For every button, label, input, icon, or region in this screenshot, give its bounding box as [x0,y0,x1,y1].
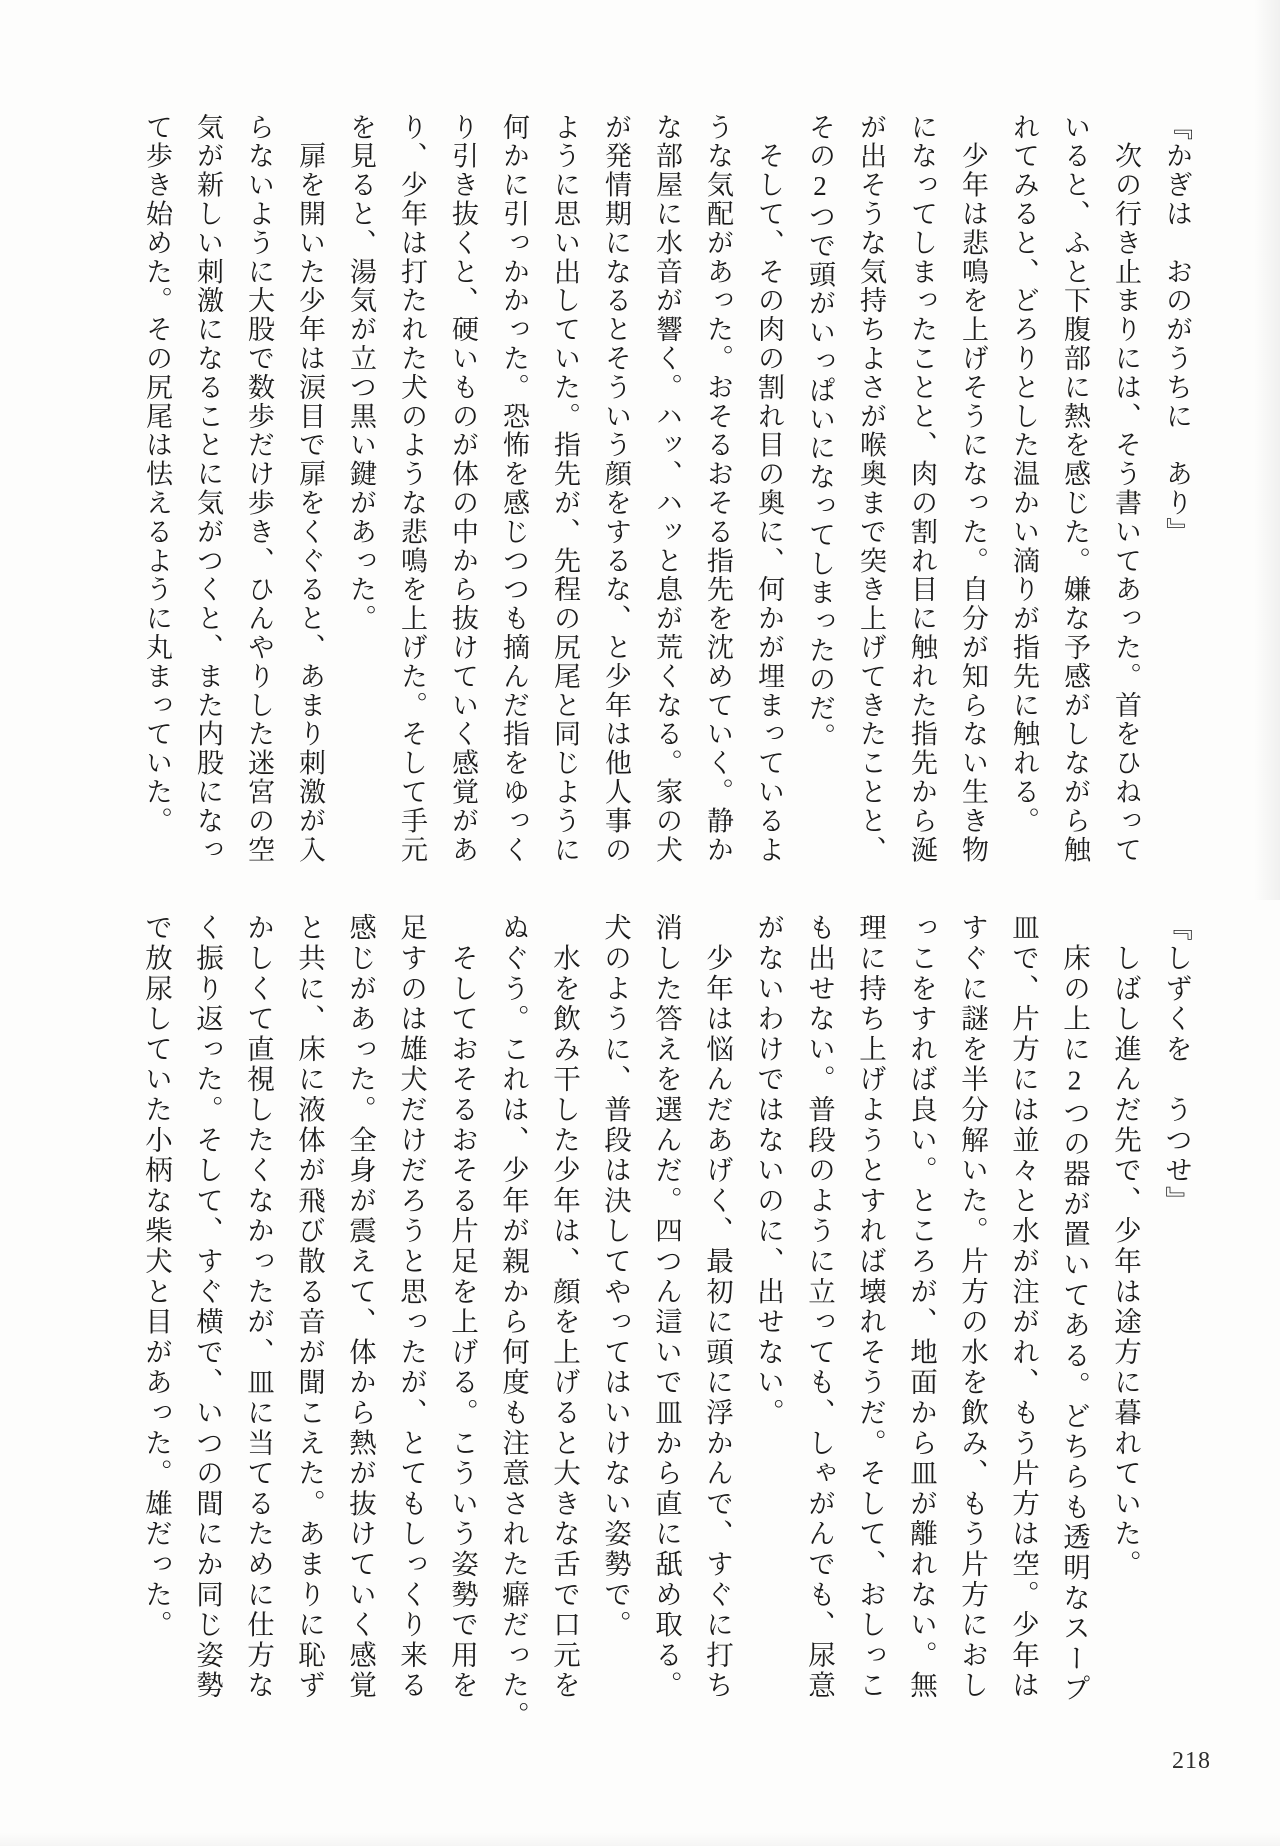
section-shizuku-title: 『しずくを うつせ』 [1161,913,1192,1216]
text-column: 犬のように、普段は決してやってはいけない姿勢で。 [600,913,631,1641]
text-column: ように思い出していた。指先が、先程の尻尾と同じように [550,113,580,865]
text-column: そしておそるおそる片足を上げる。こういう姿勢で用を [447,913,478,1701]
text-column: らないように大股で数歩だけ歩き、ひんやりした迷宮の空 [244,113,274,865]
text-column: 少年は悲鳴を上げそうになった。自分が知らない生き物 [958,113,988,865]
text-column: り引き抜くと、硬いものが体の中から抜けていく感覚があ [448,113,478,865]
text-column: そして、その肉の割れ目の奥に、何かが埋まっているよ [754,113,784,865]
text-column: 少年は悩んだあげく、最初に頭に浮かんで、すぐに打ち [702,913,733,1701]
text-column: すぐに謎を半分解いた。片方の水を飲み、もう片方におし [957,913,988,1701]
text-column: が発情期になるとそういう顔をするな、と少年は他人事の [601,113,631,865]
text-column: れてみると、どろりとした温かい滴りが指先に触れる。 [1009,113,1039,836]
text-column: っこをすれば良い。ところが、地面から皿が離れない。無 [906,913,937,1701]
text-column: その2つで頭がいっぱいになってしまったのだ。 [805,113,835,752]
text-column: 次の行き止まりには、そう書いてあった。首をひねって [1111,113,1141,865]
text-column: がないわけではないのに、出せない。 [753,913,784,1429]
text-column: 理に持ち上げようとすれば壊れそうだ。そして、おしっこ [855,913,886,1701]
text-column: も出せない。普段のように立っても、しゃがんでも、尿意 [804,913,835,1701]
text-column: 気が新しい刺激になることに気がつくと、また内股になっ [193,113,223,865]
section-shizuku [131,913,1202,1732]
text-column: 何かに引っかかった。恐怖を感じつつも摘んだ指をゆっく [499,113,529,865]
text-column: かしくて直視したくなかったが、皿に当てるために仕方な [243,913,274,1701]
text-column: 皿で、片方には並々と水が注がれ、もう片方は空。少年は [1008,913,1039,1701]
page-number: 218 [1172,1748,1211,1774]
text-column: いると、ふと下腹部に熱を感じた。嫌な予感がしながら触 [1060,113,1090,865]
text-column: 足すのは雄犬だけだろうと思ったが、とてもしっくり来る [396,913,427,1701]
section-kagi [131,113,1202,873]
section-kagi-title: 『かぎは おのがうちに あり』 [1162,113,1192,547]
text-column: く振り返った。そして、すぐ横で、いつの間にか同じ姿勢 [192,913,223,1701]
text-column: が出そうな気持ちよさが喉奥まで突き上げてきたことと、 [856,113,886,865]
text-column: 床の上に2つの器が置いてある。どちらも透明なスープ [1059,913,1090,1705]
text-column: 消した答えを選んだ。四つん這いで皿から直に舐め取る。 [651,913,682,1701]
text-column: で放尿していた小柄な柴犬と目があった。雄だった。 [141,913,172,1641]
text-column: て歩き始めた。その尻尾は怯えるように丸まっていた。 [142,113,172,836]
text-column: と共に、床に液体が飛び散る音が聞こえた。あまりに恥ず [294,913,325,1701]
text-column: ぬぐう。これは、少年が親から何度も注意された癖だった。 [498,913,529,1732]
text-column: 水を飲み干した少年は、顔を上げると大きな舌で口元を [549,913,580,1701]
text-column: な部屋に水音が響く。ハッ、ハッと息が荒くなる。家の犬 [652,113,682,865]
scan-edge-shadow [1254,0,1280,900]
text-column: 扉を開いた少年は涙目で扉をくぐると、あまり刺激が入 [295,113,325,865]
text-column: しばし進んだ先で、少年は途方に暮れていた。 [1110,913,1141,1580]
text-column: になってしまったことと、肉の割れ目に触れた指先から涎 [907,113,937,865]
text-column: り、少年は打たれた犬のような悲鳴を上げた。そして手元 [397,113,427,865]
text-column: うな気配があった。おそるおそる指先を沈めていく。静か [703,113,733,865]
text-column: を見ると、湯気が立つ黒い鍵があった。 [346,113,376,634]
text-column: 感じがあった。全身が震えて、体から熱が抜けていく感覚 [345,913,376,1701]
scan-edge-shadow-bottom [0,1832,1280,1846]
